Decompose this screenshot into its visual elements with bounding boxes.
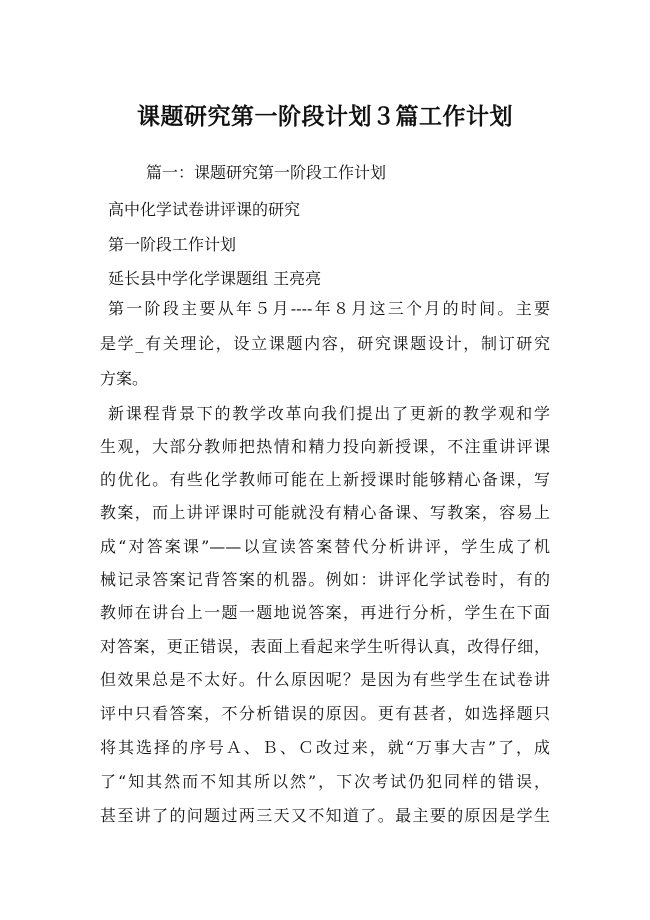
paragraph-2-line: 教师在讲台上一题一题地说答案，再进行分析，学生在下面 (100, 603, 550, 622)
plan-subtitle: 第一阶段工作计划 (108, 235, 237, 254)
paragraph-2-line: 甚至讲了的问题过两三天又不知道了。最主要的原因是学生 (100, 806, 550, 825)
paragraph-2-line: 成“对答案课”——以宣读答案替代分析讲评，学生成了机 (100, 537, 550, 556)
paragraph-1-line: 方案。 (100, 369, 149, 388)
document-title: 课题研究第一阶段计划３篇工作计划 (137, 104, 513, 130)
paragraph-1-line: 是学_有关理论，设立课题内容，研究课题设计，制订研究 (100, 334, 550, 353)
paragraph-2-line: 对答案，更正错误，表面上看起来学生听得认真，改得仔细， (100, 637, 550, 656)
paragraph-2-line: 教案，而上讲评课时可能就没有精心备课、写教案，容易上 (100, 503, 550, 522)
author-line: 延长县中学化学课题组 王亮亮 (108, 269, 322, 288)
paragraph-1-line: 第一阶段主要从年５月----年８月这三个月的时间。主要 (108, 299, 550, 318)
paragraph-2-line: 械记录答案记背答案的机器。例如：讲评化学试卷时，有的 (100, 570, 550, 589)
paragraph-2-line: 的优化。有些化学教师可能在上新授课时能够精心备课，写 (100, 470, 550, 489)
paragraph-2-line: 新课程背景下的教学改革向我们提出了更新的教学观和学 (108, 404, 550, 423)
paragraph-2-line: 了“知其然而不知其所以然”，下次考试仍犯同样的错误， (100, 772, 550, 791)
section-heading: 篇一：课题研究第一阶段工作计划 (146, 163, 387, 182)
paragraph-2-line: 评中只看答案，不分析错误的原因。更有甚者，如选择题只 (100, 704, 550, 723)
paragraph-2-line: 生观，大部分教师把热情和精力投向新授课，不注重讲评课 (100, 437, 550, 456)
paragraph-2-line: 但效果总是不太好。什么原因呢？是因为有些学生在试卷讲 (100, 670, 550, 689)
research-subtitle: 高中化学试卷讲评课的研究 (108, 200, 301, 219)
paragraph-2-line: 将其选择的序号Ａ、Ｂ、Ｃ改过来，就“万事大吉”了，成 (100, 738, 550, 757)
